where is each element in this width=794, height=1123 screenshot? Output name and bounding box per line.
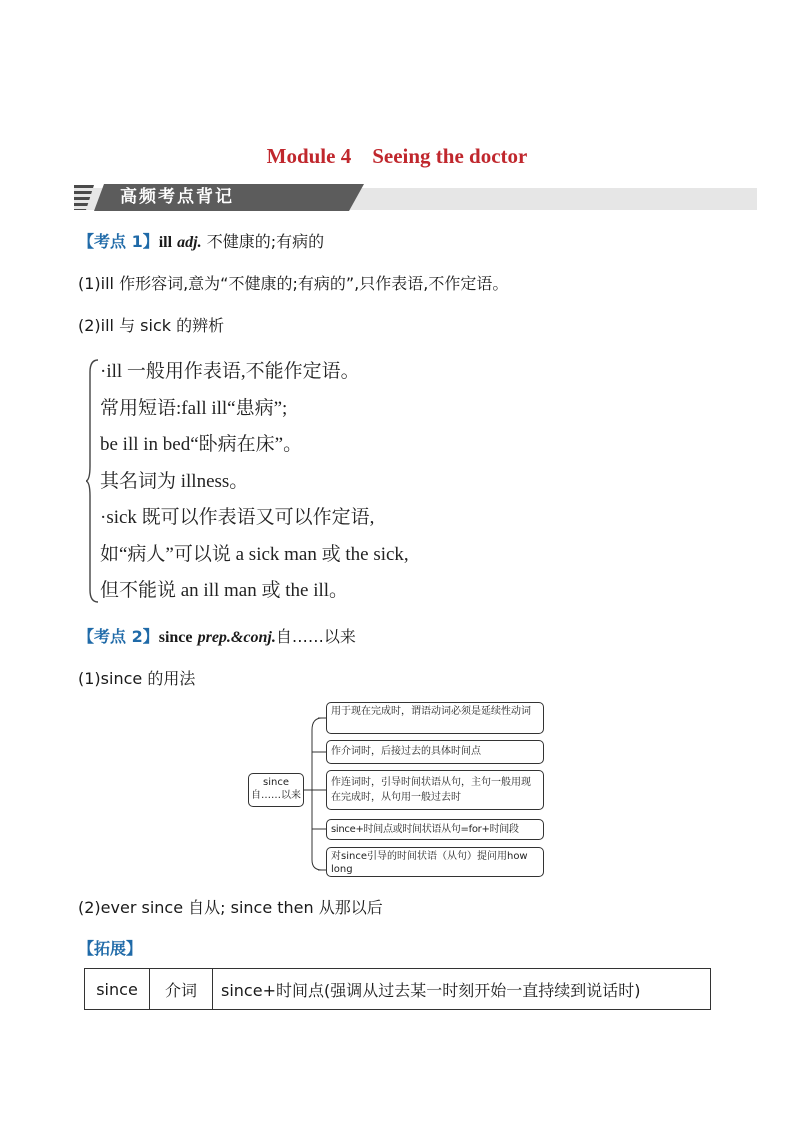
- brace-line: 但不能说 an ill man 或 the ill。: [100, 580, 349, 601]
- diagram-root: [248, 773, 304, 807]
- diagram-branch: 对since引导的时间状语（从句）提问用how long: [326, 847, 544, 877]
- table-row: [85, 969, 711, 1010]
- kp1-pos: adj.: [177, 234, 202, 251]
- kp1-line2: (2)ill 与 sick 的辨析: [78, 316, 225, 335]
- brace-line: 其名词为 illness。: [100, 470, 249, 492]
- table-cell: since+时间点(强调从过去某一时刻开始一直持续到说话时): [213, 969, 711, 1010]
- table-cell: since: [85, 969, 150, 1010]
- banner-text: 高频考点背记: [120, 187, 234, 207]
- diagram-root-word: since: [263, 777, 289, 788]
- diagram-branch: 作连词时，引导时间状语从句，主句一般用现在完成时，从句用一般过去时: [326, 770, 544, 810]
- brace-line: ·ill 一般用作表语,不能作定语。: [100, 361, 360, 382]
- brace-line: ·sick 既可以作表语又可以作定语,: [100, 507, 375, 528]
- kp2-label: 【考点 2】: [78, 627, 159, 646]
- diagram-branch: 用于现在完成时，谓语动词必须是延续性动词: [326, 702, 544, 734]
- kp2-word: since: [158, 629, 193, 646]
- extension-label-text: 【拓展】: [78, 939, 143, 958]
- kp1-meaning: 不健康的;有病的: [201, 232, 325, 251]
- kp2-heading: [78, 626, 356, 649]
- extension-table: [84, 968, 711, 1010]
- since-usage-diagram: [246, 700, 546, 880]
- diagram-root-meaning: 自……以来: [251, 790, 301, 801]
- kp1-label: 【考点 1】: [78, 232, 159, 251]
- curly-brace: [86, 358, 100, 604]
- table-cell: 介词: [150, 969, 213, 1010]
- ill-sick-comparison: [100, 354, 409, 610]
- kp1-word: ill: [158, 234, 173, 251]
- section-banner: [74, 184, 757, 211]
- diagram-branch: since+时间点或时间状语从句=for+时间段: [326, 819, 544, 840]
- kp1-line1: (1)ill 作形容词,意为“不健康的;有病的”,只作表语,不作定语。: [78, 274, 509, 293]
- diagram-branch: 作介词时，后接过去的具体时间点: [326, 740, 544, 764]
- kp1-heading: [78, 231, 324, 254]
- brace-line: 常用短语:fall ill“患病”;: [100, 397, 288, 419]
- kp2-line2: (2)ever since 自从; since then 从那以后: [78, 898, 383, 917]
- kp2-line1: (1)since 的用法: [78, 669, 196, 688]
- kp2-pos: prep.&conj.: [197, 629, 276, 646]
- brace-line: 如“病人”可以说 a sick man 或 the sick,: [100, 543, 409, 565]
- brace-line: be ill in bed“卧病在床”。: [100, 434, 303, 455]
- kp2-meaning: 自……以来: [275, 627, 356, 646]
- extension-label: [78, 938, 142, 960]
- page-title: Module 4 Seeing the doctor: [266, 144, 528, 168]
